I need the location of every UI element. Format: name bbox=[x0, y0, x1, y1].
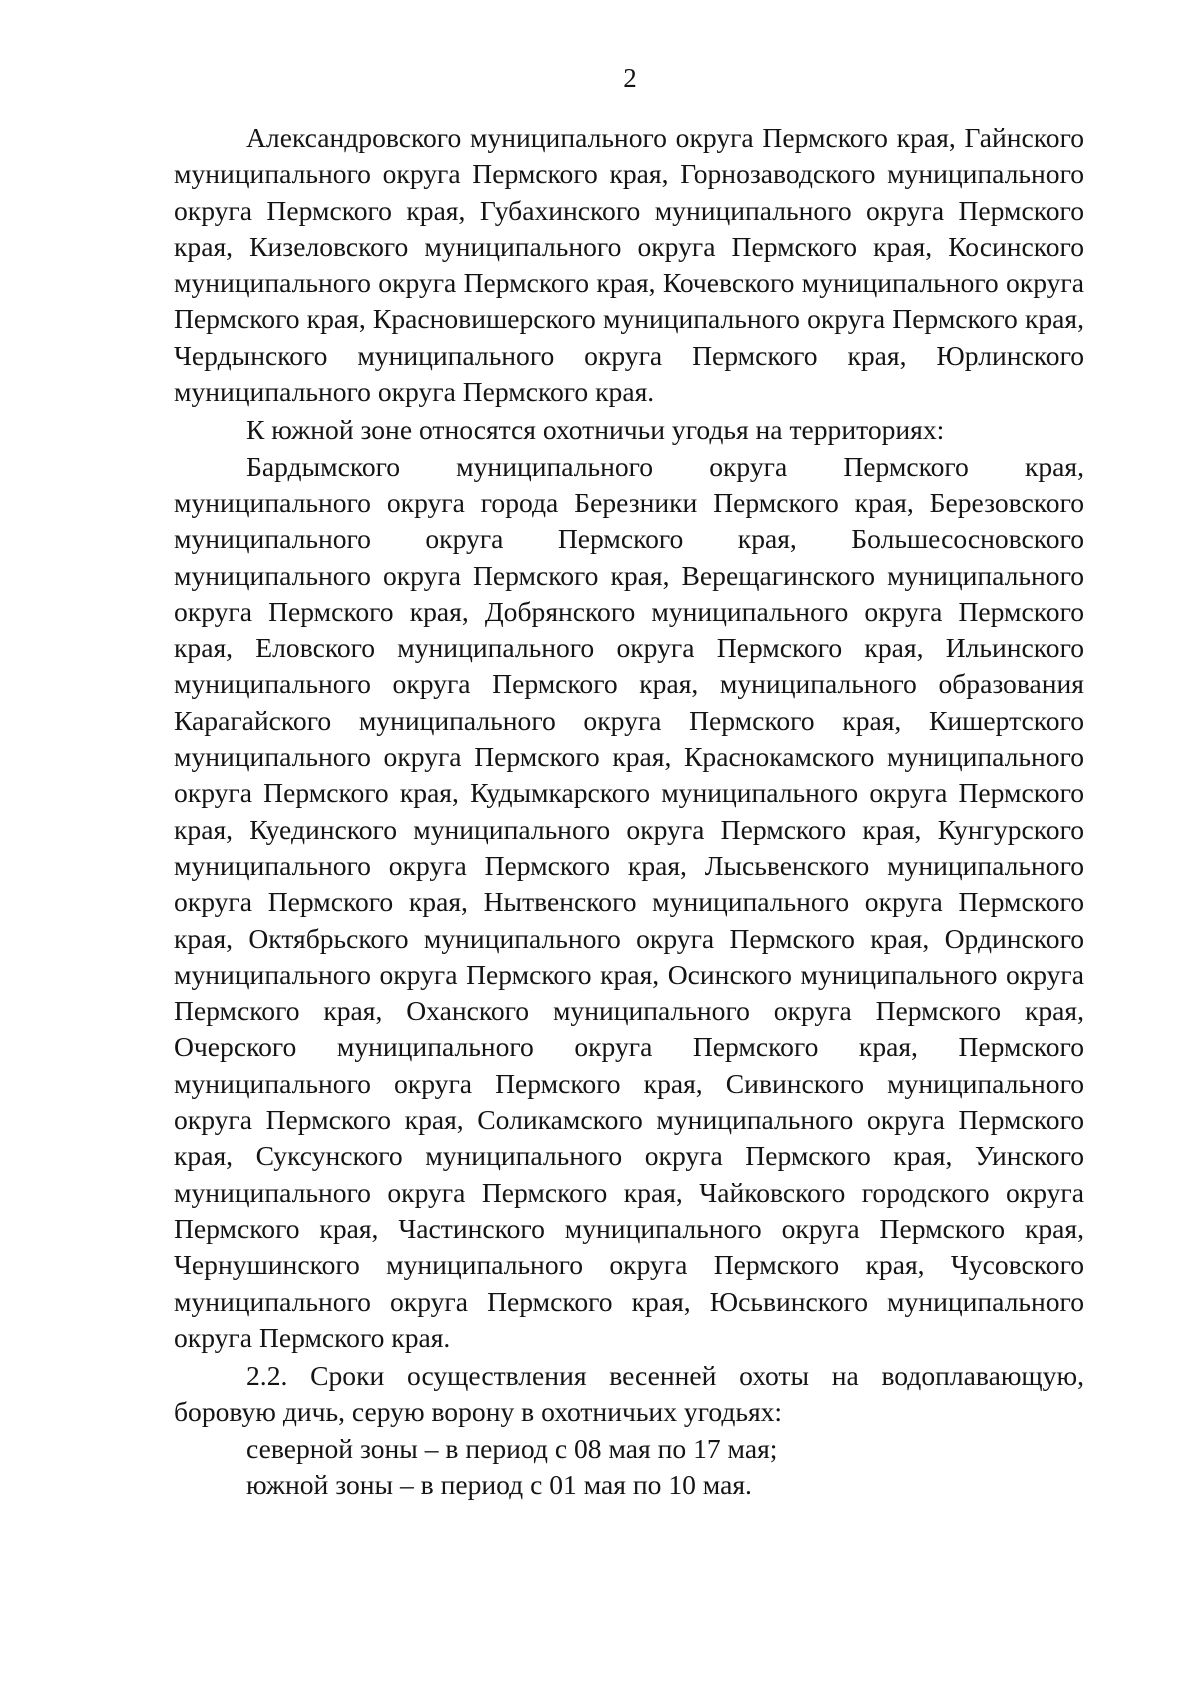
paragraph-north-zone-list: Александровского муниципального округа Пермского края, Гайнского муниципального округа Пермского края, Горнозаводского муниципального округа Пермского края, Губахинского муниципального округа Пермского края, Кизеловского муниципального округа Пермского края, Косинского муниципального округа Пермского края, Кочевского муниципального округа Пермского края, Красновишерского муниципального округа Пермского края, Чердынского муниципального округа Пермского края, Юрлинского муниципального округа Пермского края. bbox=[174, 122, 1084, 408]
paragraph-south-zone-heading: К южной зоне относятся охотничьи угодья на территориях: bbox=[246, 414, 945, 446]
paragraph-south-zone-list: Бардымского муниципального округа Пермского края, муниципального округа города Березники Пермского края, Березовского муниципального округа Пермского края, Большесосновского муниципального округа Пермского края, Верещагинского муниципального округа Пермского края, Добрянского муниципального округа Пермского края, Еловского муниципального округа Пермского края, Ильинского муниципального округа Пермского края, муниципального образования Карагайского муниципального округа Пермского края, Кишертского муниципального округа Пермского края, Краснокамского муниципального округа Пермского края, Кудымкарского муниципального округа Пермского края, Куединского муниципального округа Пермского края, Кунгурского муниципального округа Пермского края, Лысьвенского муниципального округа Пермского края, Нытвенского муниципального округа Пермского края, Октябрьского муниципального округа Пермского края, Ординского муниципального округа Пермского края, Осинского муниципального округа Пермского края, Оханского муниципального округа Пермского края, Очерского муниципального округа Пермского края, Пермского муниципального округа Пермского края, Сивинского муниципального округа Пермского края, Соликамского муниципального округа Пермского края, Суксунского муниципального округа Пермского края, Уинского муниципального округа Пермского края, Чайковского городского округа Пермского края, Частинского муниципального округа Пермского края, Чернушинского муниципального округа Пермского края, Чусовского муниципального округа Пермского края, Юсьвинского муниципального округа Пермского края. bbox=[174, 450, 1084, 1353]
page-number: 2 bbox=[623, 63, 637, 93]
paragraph-north-zone-period: северной зоны – в период с 08 мая по 17 мая; bbox=[246, 1432, 778, 1464]
paragraph-hunting-periods: 2.2. Сроки осуществления весенней охоты на водоплавающую, боровую дичь, серую ворону в охотничьих угодьях: bbox=[174, 1360, 1084, 1428]
document-body bbox=[174, 120, 1084, 1503]
paragraph-south-zone-period: южной зоны – в период с 01 мая по 10 мая. bbox=[246, 1468, 752, 1500]
